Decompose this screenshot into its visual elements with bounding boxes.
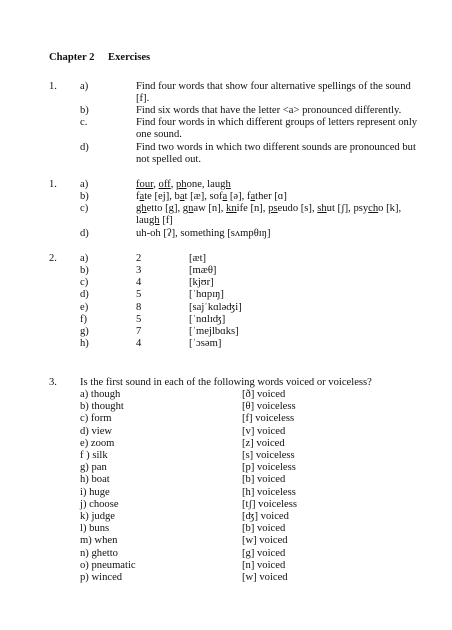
question-text: Find two words in which two different sounds are pronounced but [136, 142, 416, 153]
voicing-answer: [h] voiceless [242, 487, 296, 498]
word-item: p) winced [80, 572, 123, 583]
answer-number: 2. [49, 253, 57, 264]
voicing-answer: [b] voiced [242, 474, 286, 485]
sound-count: 3 [136, 265, 142, 276]
question-text: Find four words that show four alternative spellings of the sound [136, 81, 411, 92]
word-item: l) buns [80, 523, 110, 534]
word-item: k) judge [80, 511, 116, 522]
voicing-answer: [b] voiced [242, 523, 286, 534]
question-text: [f]. [136, 93, 150, 104]
word-item: d) view [80, 426, 113, 437]
voicing-answer: [n] voiced [242, 560, 286, 571]
item-label: b) [80, 191, 89, 202]
item-label: g) [80, 326, 89, 337]
answer-number: 3. [49, 377, 57, 388]
word-item: a) though [80, 389, 121, 400]
word-item: c) form [80, 413, 112, 424]
item-label: b) [80, 265, 89, 276]
word-item: m) when [80, 535, 118, 546]
item-label: a) [80, 253, 89, 264]
voicing-answer: [g] voiced [242, 548, 286, 559]
item-label: h) [80, 338, 89, 349]
item-label: f) [80, 314, 88, 325]
word-item: j) choose [80, 499, 119, 510]
item-label: d) [80, 228, 89, 239]
item-label: c. [80, 117, 88, 128]
page-title: Exercises [108, 52, 151, 63]
ipa-transcription: [ˈhɑpɪŋ] [189, 289, 224, 300]
item-label: e) [80, 302, 89, 313]
word-item: i) huge [80, 487, 110, 498]
sound-count: 5 [136, 314, 142, 325]
answer-text: laugh [f] [136, 215, 173, 226]
word-item: g) pan [80, 462, 107, 473]
question-text: Is the first sound in each of the following words voiced or voiceless? [80, 377, 372, 388]
sound-count: 7 [136, 326, 142, 337]
answer-text: ghetto [g], gnaw [n], knife [n], pseudo [s], shut [ʃ], psycho [k], [136, 203, 402, 214]
question-text: Find six words that have the letter <a> pronounced differently. [136, 105, 402, 116]
voicing-answer: [ʤ] voiced [242, 511, 289, 522]
ipa-transcription: [ˈnɑlɪʤ] [189, 314, 226, 325]
chapter-label: Chapter 2 [49, 52, 95, 63]
item-label: a) [80, 81, 89, 92]
ipa-transcription: [kjʊr] [189, 277, 214, 288]
voicing-answer: [s] voiceless [242, 450, 295, 461]
word-item: e) zoom [80, 438, 115, 449]
ipa-transcription: [mæθ] [189, 265, 217, 276]
voicing-answer: [p] voiceless [242, 462, 296, 473]
ipa-transcription: [sajˈkɑləʤi] [189, 302, 242, 313]
sound-count: 8 [136, 302, 142, 313]
word-item: o) pneumatic [80, 560, 136, 571]
ipa-transcription: [ˈmejlbɑks] [189, 326, 239, 337]
voicing-answer: [θ] voiceless [242, 401, 296, 412]
answer-text: uh-oh [ʔ], something [sʌmpθɪŋ] [136, 228, 271, 239]
answer-number: 1. [49, 179, 57, 190]
question-number: 1. [49, 81, 57, 92]
item-label: d) [80, 142, 89, 153]
ipa-transcription: [æt] [189, 253, 207, 264]
item-label: c) [80, 277, 89, 288]
item-label: b) [80, 105, 89, 116]
word-item: n) ghetto [80, 548, 118, 559]
voicing-answer: [w] voiced [242, 572, 288, 583]
answer-text: four, off, phone, laugh [136, 179, 231, 190]
word-item: f ) silk [80, 450, 108, 461]
voicing-answer: [tʃ] voiceless [242, 499, 298, 510]
question-text: not spelled out. [136, 154, 202, 165]
voicing-answer: [v] voiced [242, 426, 286, 437]
item-label: c) [80, 203, 89, 214]
answer-text: fate [ej], bat [æ], sofa [ə], father [ɑ] [136, 191, 287, 202]
voicing-answer: [w] voiced [242, 535, 288, 546]
sound-count: 2 [136, 253, 142, 264]
sound-count: 5 [136, 289, 142, 300]
word-item: h) boat [80, 474, 110, 485]
question-text: one sound. [136, 129, 182, 140]
voicing-answer: [f] voiceless [242, 413, 295, 424]
voicing-answer: [ð] voiced [242, 389, 286, 400]
voicing-answer: [z] voiced [242, 438, 285, 449]
sound-count: 4 [136, 338, 142, 349]
item-label: d) [80, 289, 89, 300]
question-text: Find four words in which different groups of letters represent only [136, 117, 418, 128]
sound-count: 4 [136, 277, 142, 288]
ipa-transcription: [ˈɔsəm] [189, 338, 222, 349]
word-item: b) thought [80, 401, 124, 412]
item-label: a) [80, 179, 89, 190]
